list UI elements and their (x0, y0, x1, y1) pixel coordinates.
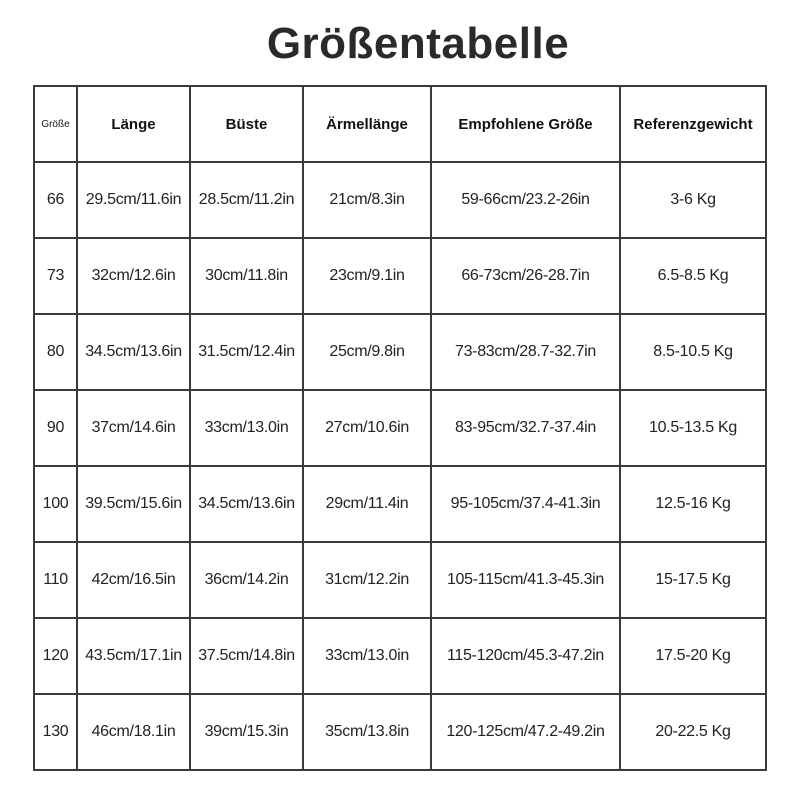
cell-recommended-size: 83-95cm/32.7-37.4in (431, 390, 620, 466)
table-row (34, 314, 766, 390)
cell-sleeve-length: 27cm/10.6in (303, 390, 431, 466)
cell-sleeve-length: 31cm/12.2in (303, 542, 431, 618)
cell-bust: 34.5cm/13.6in (190, 466, 303, 542)
cell-bust: 28.5cm/11.2in (190, 162, 303, 238)
cell-size: 80 (34, 314, 77, 390)
cell-size: 90 (34, 390, 77, 466)
cell-size: 120 (34, 618, 77, 694)
cell-recommended-size: 105-115cm/41.3-45.3in (431, 542, 620, 618)
table-row (34, 542, 766, 618)
cell-reference-weight: 17.5-20 Kg (620, 618, 766, 694)
header-bust: Büste (190, 86, 303, 162)
cell-size: 110 (34, 542, 77, 618)
cell-size: 73 (34, 238, 77, 314)
header-sleeve-length: Ärmellänge (303, 86, 431, 162)
cell-sleeve-length: 25cm/9.8in (303, 314, 431, 390)
table-row (34, 238, 766, 314)
cell-length: 46cm/18.1in (77, 694, 190, 770)
header-recommended-size: Empfohlene Größe (431, 86, 620, 162)
table-row (34, 694, 766, 770)
table-row (34, 618, 766, 694)
table-row (34, 466, 766, 542)
cell-recommended-size: 59-66cm/23.2-26in (431, 162, 620, 238)
table-row (34, 390, 766, 466)
cell-reference-weight: 8.5-10.5 Kg (620, 314, 766, 390)
cell-reference-weight: 10.5-13.5 Kg (620, 390, 766, 466)
cell-bust: 33cm/13.0in (190, 390, 303, 466)
cell-length: 37cm/14.6in (77, 390, 190, 466)
cell-length: 39.5cm/15.6in (77, 466, 190, 542)
cell-length: 32cm/12.6in (77, 238, 190, 314)
cell-sleeve-length: 23cm/9.1in (303, 238, 431, 314)
header-size: Größe (34, 86, 77, 162)
cell-reference-weight: 6.5-8.5 Kg (620, 238, 766, 314)
header-row (34, 86, 766, 162)
cell-sleeve-length: 33cm/13.0in (303, 618, 431, 694)
cell-bust: 31.5cm/12.4in (190, 314, 303, 390)
cell-recommended-size: 66-73cm/26-28.7in (431, 238, 620, 314)
cell-recommended-size: 115-120cm/45.3-47.2in (431, 618, 620, 694)
cell-length: 43.5cm/17.1in (77, 618, 190, 694)
cell-sleeve-length: 29cm/11.4in (303, 466, 431, 542)
cell-bust: 30cm/11.8in (190, 238, 303, 314)
cell-sleeve-length: 35cm/13.8in (303, 694, 431, 770)
table-row (34, 162, 766, 238)
cell-bust: 36cm/14.2in (190, 542, 303, 618)
cell-recommended-size: 73-83cm/28.7-32.7in (431, 314, 620, 390)
header-length: Länge (77, 86, 190, 162)
cell-reference-weight: 20-22.5 Kg (620, 694, 766, 770)
cell-bust: 37.5cm/14.8in (190, 618, 303, 694)
header-reference-weight: Referenzgewicht (620, 86, 766, 162)
cell-reference-weight: 15-17.5 Kg (620, 542, 766, 618)
size-chart-table (33, 85, 767, 771)
cell-length: 34.5cm/13.6in (77, 314, 190, 390)
cell-length: 29.5cm/11.6in (77, 162, 190, 238)
cell-recommended-size: 120-125cm/47.2-49.2in (431, 694, 620, 770)
cell-size: 66 (34, 162, 77, 238)
page-title: Größentabelle (266, 19, 570, 68)
cell-recommended-size: 95-105cm/37.4-41.3in (431, 466, 620, 542)
cell-reference-weight: 3-6 Kg (620, 162, 766, 238)
cell-size: 100 (34, 466, 77, 542)
cell-length: 42cm/16.5in (77, 542, 190, 618)
cell-size: 130 (34, 694, 77, 770)
cell-bust: 39cm/15.3in (190, 694, 303, 770)
cell-sleeve-length: 21cm/8.3in (303, 162, 431, 238)
cell-reference-weight: 12.5-16 Kg (620, 466, 766, 542)
